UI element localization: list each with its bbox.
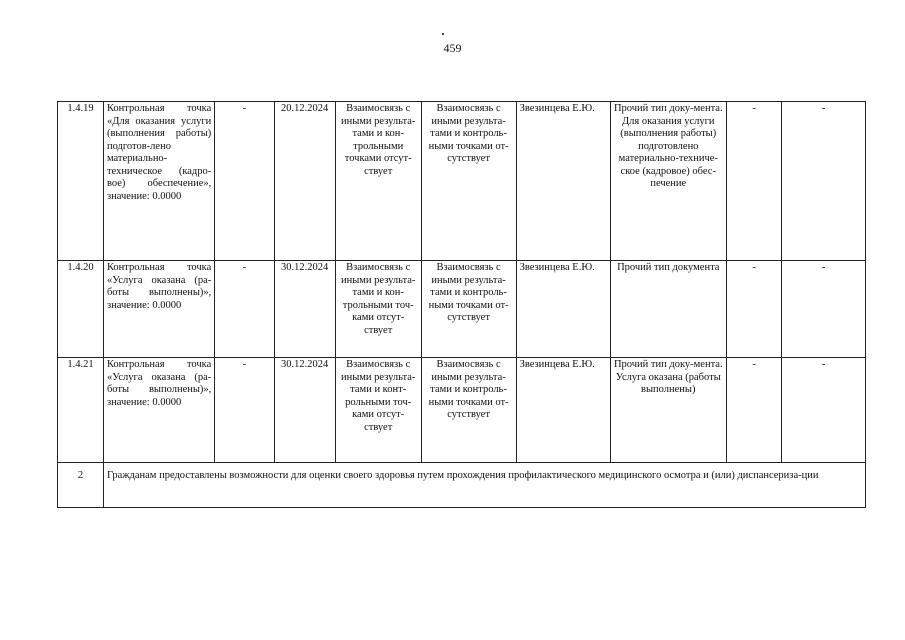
checkpoint-name: Контрольная точка «Услуга оказана (ра-боты выполнены)», значение: 0.0000 <box>103 261 214 358</box>
empty-cell: - <box>215 102 274 261</box>
checkpoint-name: Контрольная точка «Услуга оказана (ра-боты выполнены)», значение: 0.0000 <box>103 358 214 463</box>
document-type: Прочий тип доку-мента. Для оказания услуги (выполнения работы) подготовлено материально-техниче-ское (кадровое) обес-печение <box>610 102 726 261</box>
relation-cell: Взаимосвязь с иными результа-тами и кон-трольными точками отсут-ствует <box>335 102 421 261</box>
table-row <box>58 261 866 358</box>
relation-cell: Взаимосвязь с иными результа-тами и кон-трольными точ-ками отсут-ствует <box>335 261 421 358</box>
empty-cell: - <box>782 261 866 358</box>
row-number: 1.4.20 <box>58 261 104 358</box>
empty-cell: - <box>782 358 866 463</box>
due-date: 20.12.2024 <box>274 102 335 261</box>
due-date: 30.12.2024 <box>274 261 335 358</box>
empty-cell: - <box>782 102 866 261</box>
table-row <box>58 358 866 463</box>
relation-cell: Взаимосвязь с иными результа-тами и конт-рольными точ-ками отсут-ствует <box>335 358 421 463</box>
empty-cell: - <box>215 261 274 358</box>
section-row <box>58 463 866 508</box>
responsible-person: Звезинцева Е.Ю. <box>516 261 610 358</box>
plan-table <box>57 101 866 508</box>
empty-cell: - <box>726 102 781 261</box>
table-row <box>58 102 866 261</box>
relation-cell-2: Взаимосвязь с иными результа-тами и контроль-ными точками от-сутствует <box>421 102 516 261</box>
row-number: 1.4.19 <box>58 102 104 261</box>
checkpoint-name: Контрольная точка «Для оказания услуги (выполнения работы) подготов-лено материально-техническое (кадро-вое) обеспечение», значение: 0.0000 <box>103 102 214 261</box>
responsible-person: Звезинцева Е.Ю. <box>516 358 610 463</box>
section-title: Гражданам предоставлены возможности для оценки своего здоровья путем прохождения профилактического медицинского осмотра и (или) диспансериза-ции <box>103 463 865 508</box>
empty-cell: - <box>726 358 781 463</box>
due-date: 30.12.2024 <box>274 358 335 463</box>
page-number: 459 <box>443 41 462 55</box>
document-type: Прочий тип документа <box>610 261 726 358</box>
document-type: Прочий тип доку-мента. Услуга оказана (работы выполнены) <box>610 358 726 463</box>
scan-dot <box>442 33 444 35</box>
relation-cell-2: Взаимосвязь с иными результа-тами и контроль-ными точками от-сутствует <box>421 261 516 358</box>
section-number: 2 <box>58 463 104 508</box>
responsible-person: Звезинцева Е.Ю. <box>516 102 610 261</box>
empty-cell: - <box>726 261 781 358</box>
relation-cell-2: Взаимосвязь с иными результа-тами и контроль-ными точками от-сутствует <box>421 358 516 463</box>
empty-cell: - <box>215 358 274 463</box>
row-number: 1.4.21 <box>58 358 104 463</box>
